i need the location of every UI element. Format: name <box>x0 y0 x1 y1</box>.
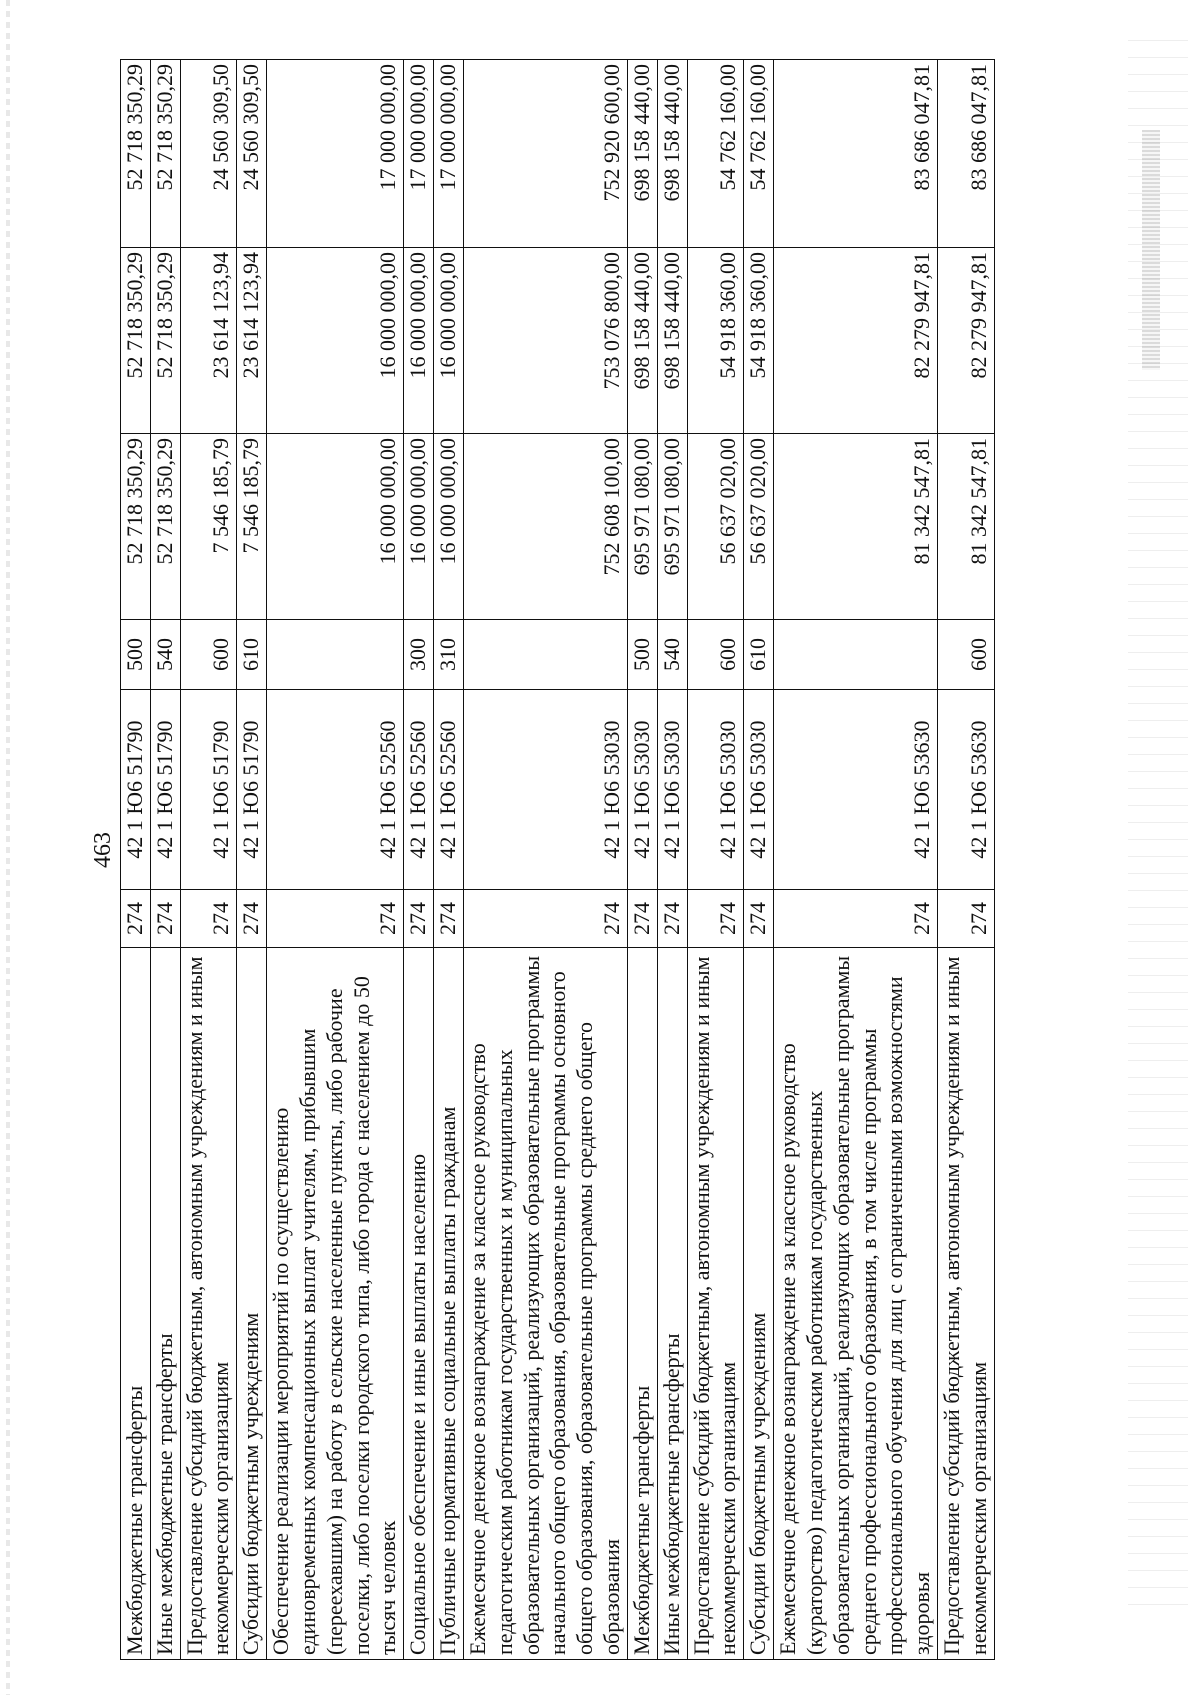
target-article-cell: 42 1 Ю6 51790 <box>237 690 267 890</box>
expense-name-cell: Ежемесячное денежное вознаграждение за классное руководство (кураторство) педагогическим работникам государственных образовательных организаций, реализующих образовательные программы среднего профессионального образования, в том числе программы профессионального обучения для лиц с ограниченными возможностями здоровья <box>774 948 938 1660</box>
amount-year3-cell: 17 000 000,00 <box>267 60 404 248</box>
table-row <box>687 60 744 1660</box>
amount-year2-cell: 23 614 123,94 <box>180 248 237 434</box>
ministry-code-cell: 274 <box>267 890 404 948</box>
expense-type-cell: 610 <box>744 620 774 690</box>
table-row <box>434 60 464 1660</box>
table-row <box>180 60 237 1660</box>
amount-year2-cell: 753 076 800,00 <box>463 248 627 434</box>
ministry-code-cell: 274 <box>687 890 744 948</box>
table-row <box>404 60 434 1660</box>
target-article-cell: 42 1 Ю6 53630 <box>774 690 938 890</box>
amount-year2-cell: 54 918 360,00 <box>744 248 774 434</box>
expense-type-cell: 540 <box>150 620 180 690</box>
target-article-cell: 42 1 Ю6 51790 <box>121 690 151 890</box>
expense-type-cell: 310 <box>434 620 464 690</box>
amount-year1-cell: 52 718 350,29 <box>121 434 151 620</box>
expense-name-cell: Ежемесячное денежное вознаграждение за классное руководство педагогическим работникам государственных и муниципальных образовательных организаций, реализующих образовательные программы начального общего образования, образовательные программы основного общего образования, образовательные программы среднего общего образования <box>463 948 627 1660</box>
table-row <box>463 60 627 1660</box>
amount-year2-cell: 23 614 123,94 <box>237 248 267 434</box>
expense-name-cell: Предоставление субсидий бюджетным, автономным учреждениям и иным некоммерческим организациям <box>180 948 237 1660</box>
expense-type-cell <box>774 620 938 690</box>
target-article-cell: 42 1 Ю6 53030 <box>657 690 687 890</box>
amount-year3-cell: 83 686 047,81 <box>774 60 938 248</box>
expense-type-cell: 300 <box>404 620 434 690</box>
expense-type-cell: 500 <box>627 620 657 690</box>
budget-table-body <box>121 60 995 1660</box>
amount-year3-cell: 54 762 160,00 <box>687 60 744 248</box>
amount-year2-cell: 16 000 000,00 <box>434 248 464 434</box>
amount-year2-cell: 82 279 947,81 <box>774 248 938 434</box>
ministry-code-cell: 274 <box>404 890 434 948</box>
table-row <box>744 60 774 1660</box>
expense-name-cell: Социальное обеспечение и иные выплаты населению <box>404 948 434 1660</box>
ministry-code-cell: 274 <box>774 890 938 948</box>
table-row <box>774 60 938 1660</box>
amount-year3-cell: 52 718 350,29 <box>121 60 151 248</box>
amount-year3-cell: 24 560 309,50 <box>237 60 267 248</box>
amount-year2-cell: 82 279 947,81 <box>938 248 995 434</box>
amount-year1-cell: 52 718 350,29 <box>150 434 180 620</box>
target-article-cell: 42 1 Ю6 52560 <box>404 690 434 890</box>
expense-name-cell: Предоставление субсидий бюджетным, автономным учреждениям и иным некоммерческим организациям <box>687 948 744 1660</box>
amount-year1-cell: 7 546 185,79 <box>180 434 237 620</box>
ministry-code-cell: 274 <box>121 890 151 948</box>
rotated-document-page <box>80 40 1120 1660</box>
expense-name-cell: Иные межбюджетные трансферты <box>657 948 687 1660</box>
scan-edge-artifact <box>6 0 10 1695</box>
expense-name-cell: Иные межбюджетные трансферты <box>150 948 180 1660</box>
expense-name-cell: Публичные нормативные социальные выплаты гражданам <box>434 948 464 1660</box>
amount-year1-cell: 695 971 080,00 <box>627 434 657 620</box>
ministry-code-cell: 274 <box>150 890 180 948</box>
amount-year3-cell: 698 158 440,00 <box>657 60 687 248</box>
expense-type-cell: 600 <box>938 620 995 690</box>
target-article-cell: 42 1 Ю6 53030 <box>744 690 774 890</box>
expense-type-cell <box>267 620 404 690</box>
expense-name-cell: Субсидии бюджетным учреждениям <box>237 948 267 1660</box>
amount-year2-cell: 52 718 350,29 <box>121 248 151 434</box>
expense-name-cell: Межбюджетные трансферты <box>121 948 151 1660</box>
target-article-cell: 42 1 Ю6 51790 <box>180 690 237 890</box>
amount-year3-cell: 17 000 000,00 <box>404 60 434 248</box>
amount-year1-cell: 16 000 000,00 <box>434 434 464 620</box>
expense-type-cell: 540 <box>657 620 687 690</box>
ministry-code-cell: 274 <box>744 890 774 948</box>
ministry-code-cell: 274 <box>434 890 464 948</box>
amount-year1-cell: 752 608 100,00 <box>463 434 627 620</box>
table-row <box>627 60 657 1660</box>
table-row <box>267 60 404 1660</box>
expense-type-cell: 500 <box>121 620 151 690</box>
amount-year3-cell: 17 000 000,00 <box>434 60 464 248</box>
amount-year1-cell: 695 971 080,00 <box>657 434 687 620</box>
table-row <box>121 60 151 1660</box>
amount-year2-cell: 16 000 000,00 <box>404 248 434 434</box>
expense-name-cell: Обеспечение реализации мероприятий по осуществлению единовременных компенсационных выплат учителям, прибывшим (переехавшим) на работу в сельские населенные пункты, либо рабочие поселки, либо поселки городского типа, либо города с населением до 50 тысяч человек <box>267 948 404 1660</box>
amount-year1-cell: 81 342 547,81 <box>938 434 995 620</box>
amount-year3-cell: 83 686 047,81 <box>938 60 995 248</box>
amount-year1-cell: 16 000 000,00 <box>267 434 404 620</box>
ministry-code-cell: 274 <box>180 890 237 948</box>
expense-name-cell: Предоставление субсидий бюджетным, автономным учреждениям и иным некоммерческим организациям <box>938 948 995 1660</box>
ministry-code-cell: 274 <box>657 890 687 948</box>
amount-year3-cell: 52 718 350,29 <box>150 60 180 248</box>
amount-year2-cell: 698 158 440,00 <box>657 248 687 434</box>
expense-name-cell: Субсидии бюджетным учреждениям <box>744 948 774 1660</box>
amount-year1-cell: 56 637 020,00 <box>687 434 744 620</box>
amount-year3-cell: 24 560 309,50 <box>180 60 237 248</box>
expense-type-cell: 610 <box>237 620 267 690</box>
expense-name-cell: Межбюджетные трансферты <box>627 948 657 1660</box>
ministry-code-cell: 274 <box>237 890 267 948</box>
table-row <box>657 60 687 1660</box>
budget-table <box>120 59 995 1660</box>
target-article-cell: 42 1 Ю6 51790 <box>150 690 180 890</box>
amount-year3-cell: 54 762 160,00 <box>744 60 774 248</box>
amount-year1-cell: 81 342 547,81 <box>774 434 938 620</box>
expense-type-cell <box>463 620 627 690</box>
scan-noise-block-artifact <box>1142 130 1160 370</box>
amount-year1-cell: 7 546 185,79 <box>237 434 267 620</box>
amount-year1-cell: 16 000 000,00 <box>404 434 434 620</box>
amount-year2-cell: 698 158 440,00 <box>627 248 657 434</box>
amount-year2-cell: 16 000 000,00 <box>267 248 404 434</box>
table-row <box>237 60 267 1660</box>
page-number: 463 <box>90 832 116 868</box>
target-article-cell: 42 1 Ю6 53030 <box>627 690 657 890</box>
amount-year3-cell: 752 920 600,00 <box>463 60 627 248</box>
target-article-cell: 42 1 Ю6 53630 <box>938 690 995 890</box>
amount-year2-cell: 54 918 360,00 <box>687 248 744 434</box>
ministry-code-cell: 274 <box>627 890 657 948</box>
amount-year2-cell: 52 718 350,29 <box>150 248 180 434</box>
target-article-cell: 42 1 Ю6 52560 <box>267 690 404 890</box>
target-article-cell: 42 1 Ю6 52560 <box>434 690 464 890</box>
expense-type-cell: 600 <box>180 620 237 690</box>
target-article-cell: 42 1 Ю6 53030 <box>463 690 627 890</box>
expense-type-cell: 600 <box>687 620 744 690</box>
amount-year3-cell: 698 158 440,00 <box>627 60 657 248</box>
table-row <box>150 60 180 1660</box>
ministry-code-cell: 274 <box>938 890 995 948</box>
amount-year1-cell: 56 637 020,00 <box>744 434 774 620</box>
table-row <box>938 60 995 1660</box>
ministry-code-cell: 274 <box>463 890 627 948</box>
target-article-cell: 42 1 Ю6 53030 <box>687 690 744 890</box>
